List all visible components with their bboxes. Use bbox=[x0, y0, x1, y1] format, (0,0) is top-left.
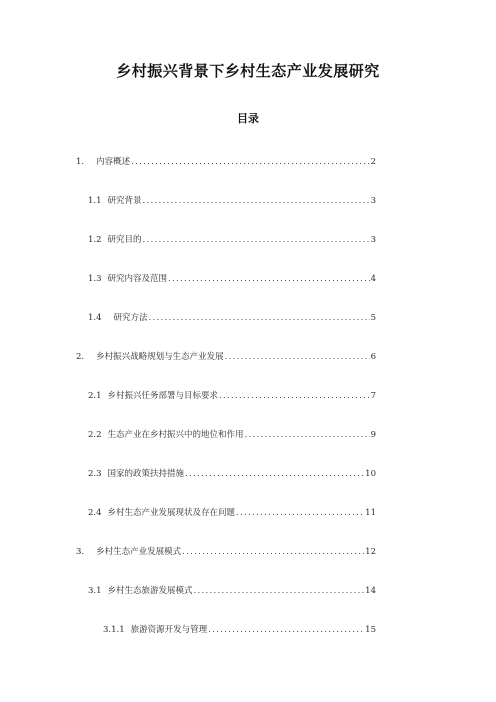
toc-leader-dots bbox=[194, 584, 365, 598]
toc-entry-title: 乡村生态产业发展模式 bbox=[96, 547, 182, 557]
toc-entry-page: 6 bbox=[370, 352, 376, 362]
document-title: 乡村振兴背景下乡村生态产业发展研究 bbox=[116, 62, 380, 80]
toc-leader-dots bbox=[182, 545, 364, 559]
toc-entry-number: 2. bbox=[76, 352, 85, 362]
toc-entry-number: 1. bbox=[76, 157, 85, 167]
toc-leader-dots bbox=[245, 428, 370, 442]
toc-entry-title: 研究方法 bbox=[113, 313, 148, 323]
toc-entry-number: 2.4 bbox=[88, 508, 102, 518]
toc-entry-page: 11 bbox=[365, 508, 376, 518]
toc-entry-title: 研究内容及范围 bbox=[107, 274, 168, 284]
toc-entry-page: 10 bbox=[365, 469, 376, 479]
toc-entry-title: 乡村振兴任务部署与目标要求 bbox=[107, 391, 219, 401]
toc-entry-number: 3.1.1 bbox=[103, 625, 125, 635]
toc-entry-page: 15 bbox=[365, 625, 376, 635]
toc-entry-title: 国家的政策扶持措施 bbox=[107, 469, 185, 479]
toc-entry-number: 3.1 bbox=[88, 586, 102, 596]
toc-entry-2-3[interactable] bbox=[88, 467, 376, 481]
toc-leader-dots bbox=[236, 506, 364, 520]
toc-leader-dots bbox=[208, 623, 364, 637]
toc-entry-title: 研究背景 bbox=[107, 196, 142, 206]
toc-entry-title: 乡村振兴战略规划与生态产业发展 bbox=[96, 352, 224, 362]
toc-leader-dots bbox=[149, 311, 370, 325]
toc-leader-dots bbox=[131, 155, 369, 169]
toc-entry-1-4[interactable] bbox=[88, 311, 376, 325]
toc-entry-page: 7 bbox=[370, 391, 376, 401]
toc-entry-number: 2.2 bbox=[88, 430, 102, 440]
toc-entry-2-1[interactable] bbox=[88, 389, 376, 403]
toc-entry-title: 内容概述 bbox=[96, 157, 131, 167]
toc-entry-title: 乡村生态产业发展现状及存在问题 bbox=[107, 508, 236, 518]
toc-entry-number: 1.4 bbox=[88, 313, 102, 323]
toc-entry-page: 2 bbox=[370, 157, 376, 167]
toc-leader-dots bbox=[168, 272, 370, 286]
toc-entry-1[interactable] bbox=[76, 155, 376, 169]
toc-entry-3[interactable] bbox=[76, 545, 376, 559]
toc-entry-page: 4 bbox=[370, 274, 376, 284]
toc-entry-number: 2.3 bbox=[88, 469, 102, 479]
toc-entry-title: 乡村生态旅游发展模式 bbox=[107, 586, 193, 596]
toc-entry-page: 5 bbox=[370, 313, 376, 323]
toc-entry-2[interactable] bbox=[76, 350, 376, 364]
toc-entry-page: 14 bbox=[365, 586, 376, 596]
toc-entry-title: 生态产业在乡村振兴中的地位和作用 bbox=[107, 430, 244, 440]
toc-entry-1-3[interactable] bbox=[88, 272, 376, 286]
toc-heading: 目录 bbox=[237, 112, 259, 125]
toc-entry-2-4[interactable] bbox=[88, 506, 376, 520]
toc-entry-1-1[interactable] bbox=[88, 194, 376, 208]
toc-entry-2-2[interactable] bbox=[88, 428, 376, 442]
toc-entry-number: 2.1 bbox=[88, 391, 102, 401]
toc-leader-dots bbox=[185, 467, 364, 481]
toc-entry-title: 旅游资源开发与管理 bbox=[130, 625, 208, 635]
toc-entry-3-1[interactable] bbox=[88, 584, 376, 598]
toc-entry-number: 3. bbox=[76, 547, 85, 557]
toc-entry-page: 12 bbox=[365, 547, 376, 557]
toc-entry-title: 研究目的 bbox=[107, 235, 142, 245]
toc-entry-number: 1.3 bbox=[88, 274, 102, 284]
toc-leader-dots bbox=[143, 194, 370, 208]
toc-entry-1-2[interactable] bbox=[88, 233, 376, 247]
toc-entry-3-1-1[interactable] bbox=[103, 623, 376, 637]
toc-leader-dots bbox=[225, 350, 370, 364]
toc-leader-dots bbox=[219, 389, 370, 403]
toc-entry-number: 1.1 bbox=[88, 196, 102, 206]
toc-entry-page: 9 bbox=[370, 430, 376, 440]
toc-entry-page: 3 bbox=[370, 196, 376, 206]
toc-entry-number: 1.2 bbox=[88, 235, 102, 245]
toc-entry-page: 3 bbox=[370, 235, 376, 245]
toc-leader-dots bbox=[143, 233, 370, 247]
